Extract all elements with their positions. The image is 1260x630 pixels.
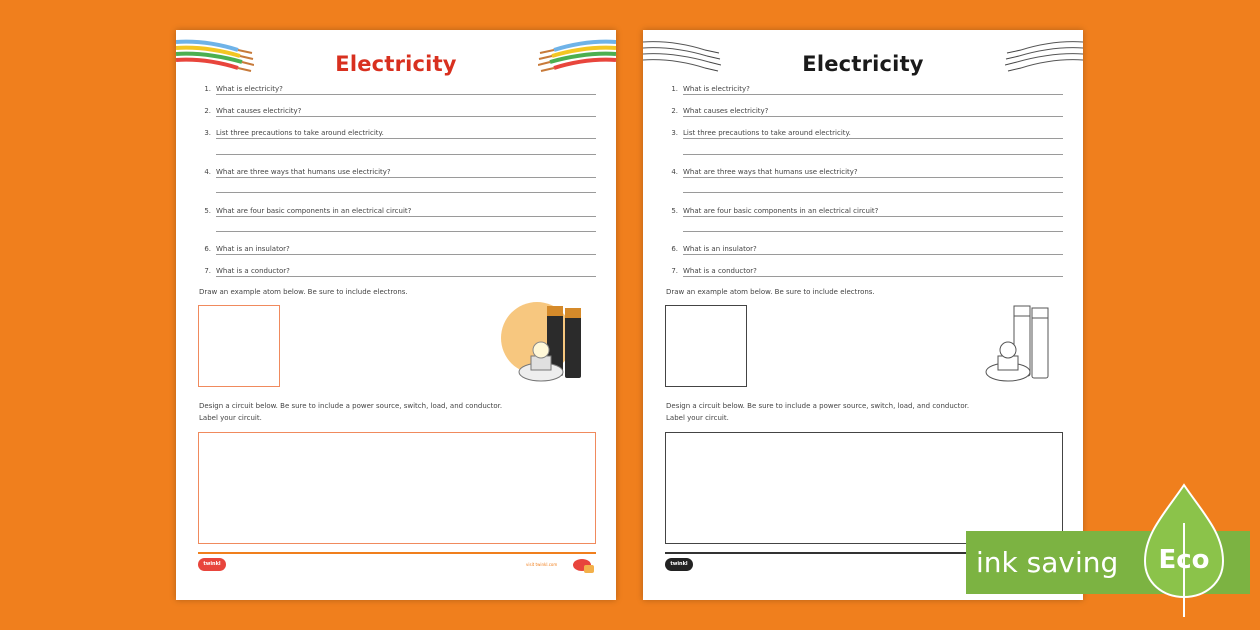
answer-line[interactable] — [216, 254, 596, 255]
eco-label: Eco — [1158, 545, 1210, 575]
question-item: 2. What causes electricity? — [201, 106, 596, 120]
answer-line[interactable] — [216, 116, 596, 117]
answer-line[interactable] — [683, 254, 1063, 255]
answer-line[interactable] — [216, 94, 596, 95]
answer-line[interactable] — [216, 192, 596, 193]
answer-line[interactable] — [216, 276, 596, 277]
atom-drawing-box[interactable] — [198, 305, 280, 387]
answer-line[interactable] — [683, 138, 1063, 139]
answer-line[interactable] — [216, 154, 596, 155]
answer-line[interactable] — [683, 94, 1063, 95]
atom-instruction: Draw an example atom below. Be sure to include electrons. — [199, 288, 408, 296]
circuit-label-instruction: Label your circuit. — [666, 414, 729, 422]
worksheet-title: Electricity — [802, 52, 924, 76]
atom-drawing-box[interactable] — [665, 305, 747, 387]
answer-line[interactable] — [216, 216, 596, 217]
circuit-instruction: Design a circuit below. Be sure to include a power source, switch, load, and conductor. — [199, 402, 503, 410]
answer-line[interactable] — [683, 231, 1063, 232]
question-item: 7. What is a conductor? — [201, 266, 596, 280]
answer-line[interactable] — [683, 276, 1063, 277]
question-item: 3. List three precautions to take around electricity. — [668, 128, 1063, 142]
question-item: 3. List three precautions to take around electricity. — [201, 128, 596, 142]
footer-mascot-icon — [572, 557, 596, 575]
question-item: 1. What is electricity? — [201, 84, 596, 98]
circuit-drawing-box[interactable] — [665, 432, 1063, 544]
worksheet-title: Electricity — [335, 52, 457, 76]
atom-instruction: Draw an example atom below. Be sure to include electrons. — [666, 288, 875, 296]
circuit-label-instruction: Label your circuit. — [199, 414, 262, 422]
answer-line[interactable] — [216, 177, 596, 178]
question-item: 7. What is a conductor? — [668, 266, 1063, 280]
circuit-drawing-box[interactable] — [198, 432, 596, 544]
footer-url: visit twinkl.com — [526, 562, 558, 567]
question-item: 6. What is an insulator? — [668, 244, 1063, 258]
question-item: 2. What causes electricity? — [668, 106, 1063, 120]
answer-line[interactable] — [683, 192, 1063, 193]
worksheet-color — [176, 30, 616, 600]
battery-bulb-illustration — [966, 298, 1061, 390]
question-item: 1. What is electricity? — [668, 84, 1063, 98]
question-item: 5. What are four basic components in an electrical circuit? — [668, 206, 1063, 220]
question-item: 4. What are three ways that humans use electricity? — [668, 167, 1063, 181]
question-item: 5. What are four basic components in an electrical circuit? — [201, 206, 596, 220]
answer-line[interactable] — [216, 231, 596, 232]
worksheet-mono — [643, 30, 1083, 600]
answer-line[interactable] — [683, 116, 1063, 117]
answer-line[interactable] — [683, 177, 1063, 178]
question-item: 4. What are three ways that humans use electricity? — [201, 167, 596, 181]
twinkl-logo: twinkl — [198, 558, 226, 571]
answer-line[interactable] — [683, 154, 1063, 155]
circuit-instruction: Design a circuit below. Be sure to include a power source, switch, load, and conductor. — [666, 402, 970, 410]
answer-line[interactable] — [216, 138, 596, 139]
ink-saving-label: ink saving — [976, 546, 1119, 579]
answer-line[interactable] — [683, 216, 1063, 217]
twinkl-logo: twinkl — [665, 558, 693, 571]
battery-bulb-illustration — [499, 298, 594, 390]
footer-divider — [198, 552, 596, 554]
question-item: 6. What is an insulator? — [201, 244, 596, 258]
